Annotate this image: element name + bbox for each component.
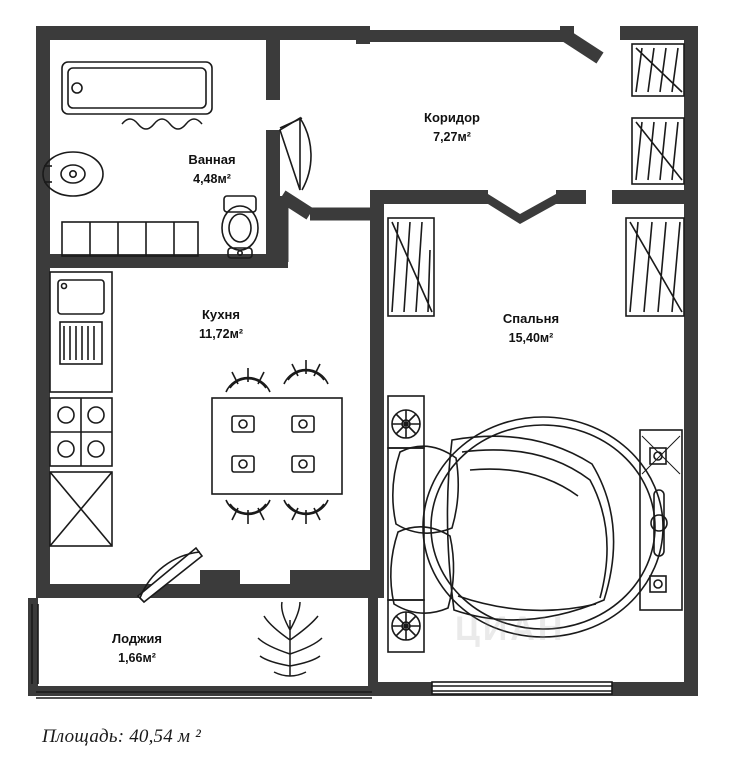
wall-structure xyxy=(28,26,698,696)
room-name-kitchen: Кухня xyxy=(201,307,240,322)
duvet xyxy=(447,436,613,620)
bed-outline xyxy=(423,417,663,637)
plant-icon xyxy=(258,602,322,676)
room-name-loggia: Лоджия xyxy=(112,631,162,646)
room-name-bathroom: Ванная xyxy=(188,152,236,167)
total-area-label: Площадь: 40,54 м ² xyxy=(42,726,202,747)
room-label-corridor xyxy=(424,108,480,148)
room-label-kitchen xyxy=(199,305,243,345)
bathtub-icon xyxy=(62,62,212,114)
room-area-bedroom: 15,40м² xyxy=(508,331,554,346)
door-bathroom xyxy=(280,118,311,190)
wardrobe-hatching xyxy=(388,44,684,316)
toilet-icon xyxy=(224,196,256,212)
sink-icon xyxy=(43,152,103,196)
room-label-bathroom xyxy=(188,150,235,190)
room-label-bedroom xyxy=(503,309,559,349)
room-area-kitchen: 11,72м² xyxy=(198,327,244,342)
kitchen-sink-icon xyxy=(58,280,104,314)
room-label-loggia xyxy=(112,629,162,669)
kitchen-fixtures xyxy=(50,272,112,546)
room-name-corridor: Коридор xyxy=(424,110,480,125)
dining-table-icon xyxy=(212,398,342,494)
bedroom-furniture xyxy=(388,396,682,652)
watermark: ЦИАН xyxy=(455,610,566,648)
dining-set xyxy=(212,360,342,524)
room-area-bathroom: 4,48м² xyxy=(193,172,231,187)
radiator-icon xyxy=(62,222,198,256)
room-name-bedroom: Спальня xyxy=(502,311,560,326)
room-area-loggia: 1,66м² xyxy=(118,651,156,666)
room-area-corridor: 7,27м² xyxy=(433,130,471,145)
